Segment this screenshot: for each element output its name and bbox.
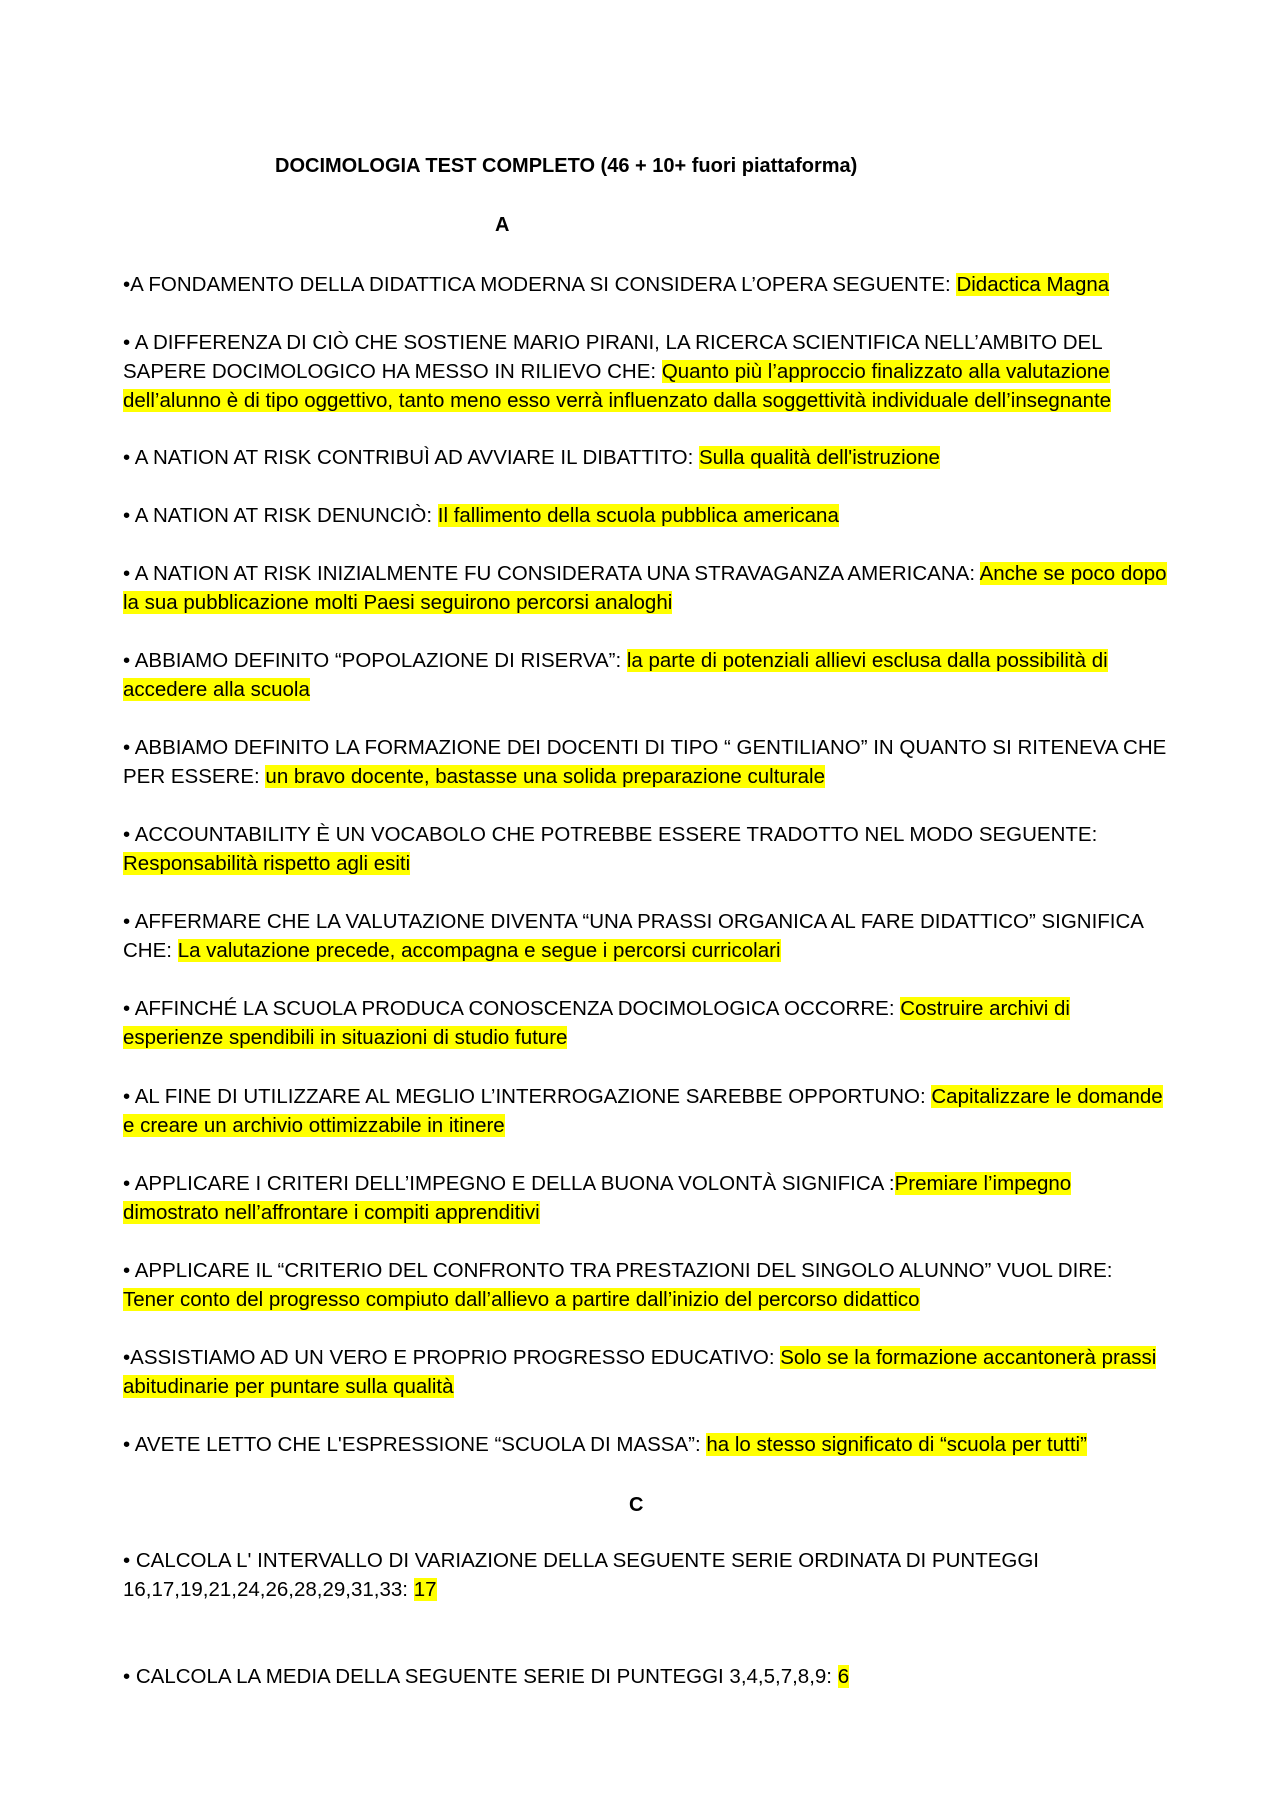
answer-highlight: Didactica Magna [956, 273, 1110, 296]
section-heading-c: C [629, 1494, 644, 1516]
question-entry [123, 1430, 1168, 1459]
section-heading-a: A [495, 214, 510, 236]
question-entry [123, 1082, 1168, 1140]
answer-highlight: Capitalizzare le domande e creare un archivio ottimizzabile in itinere [123, 1085, 1163, 1137]
question-text: • ACCOUNTABILITY È UN VOCABOLO CHE POTREBBE ESSERE TRADOTTO NEL MODO SEGUENTE: [123, 823, 1098, 846]
answer-highlight: 17 [413, 1578, 437, 1601]
question-text: •ASSISTIAMO AD UN VERO E PROPRIO PROGRESSO EDUCATIVO: [123, 1346, 781, 1369]
question-entry [123, 501, 1168, 530]
question-entry [123, 443, 1168, 472]
answer-highlight: 6 [837, 1665, 850, 1688]
question-text: • APPLICARE IL “CRITERIO DEL CONFRONTO TRA PRESTAZIONI DEL SINGOLO ALUNNO” VUOL DIRE: [123, 1259, 1113, 1282]
answer-highlight: Responsabilità rispetto agli esiti [123, 852, 411, 875]
question-entry [123, 1662, 1168, 1691]
question-entry [123, 646, 1168, 704]
question-text: • AVETE LETTO CHE L'ESPRESSIONE “SCUOLA DI MASSA”: [123, 1433, 707, 1456]
question-entry [123, 270, 1168, 299]
question-text: • ABBIAMO DEFINITO “POPOLAZIONE DI RISERVA”: [123, 649, 627, 672]
question-text: • AL FINE DI UTILIZZARE AL MEGLIO L’INTERROGAZIONE SAREBBE OPPORTUNO: [123, 1085, 932, 1108]
question-text: • CALCOLA L' INTERVALLO DI VARIAZIONE DELLA SEGUENTE SERIE ORDINATA DI PUNTEGGI 16,17,19,21,24,26,28,29,31,33: [123, 1549, 1039, 1601]
answer-highlight: Costruire archivi di esperienze spendibili in situazioni di studio future [123, 997, 1070, 1049]
question-entry [123, 994, 1168, 1052]
question-text: • AFFINCHÉ LA SCUOLA PRODUCA CONOSCENZA DOCIMOLOGICA OCCORRE: [123, 997, 901, 1020]
question-entry [123, 1343, 1168, 1401]
question-entry [123, 328, 1168, 415]
answer-highlight: la parte di potenziali allievi esclusa dalla possibilità di accedere alla scuola [123, 649, 1108, 701]
question-entry [123, 559, 1168, 617]
answer-highlight: La valutazione precede, accompagna e segue i percorsi curricolari [177, 939, 781, 962]
question-entry [123, 1169, 1168, 1227]
answer-highlight: Anche se poco dopo la sua pubblicazione molti Paesi seguirono percorsi analoghi [123, 562, 1167, 614]
question-entry [123, 907, 1168, 965]
answer-highlight: ha lo stesso significato di “scuola per tutti” [706, 1433, 1087, 1456]
question-text: • A DIFFERENZA DI CIÒ CHE SOSTIENE MARIO PIRANI, LA RICERCA SCIENTIFICA NELL’AMBITO DEL SAPERE DOCIMOLOGICO HA MESSO IN RILIEVO CHE: [123, 331, 1102, 383]
question-entry [123, 1256, 1168, 1314]
answer-highlight: Solo se la formazione accantonerà prassi abitudinarie per puntare sulla qualità [123, 1346, 1157, 1398]
answer-highlight: Quanto più l’approccio finalizzato alla valutazione dell’alunno è di tipo oggettivo, tanto meno esso verrà influenzato dalla soggettività individuale dell’insegnante [123, 360, 1112, 412]
question-text: • A NATION AT RISK INIZIALMENTE FU CONSIDERATA UNA STRAVAGANZA AMERICANA: [123, 562, 980, 585]
answer-highlight: Premiare l’impegno dimostrato nell’affrontare i compiti apprenditivi [123, 1172, 1072, 1224]
question-text: • AFFERMARE CHE LA VALUTAZIONE DIVENTA “UNA PRASSI ORGANICA AL FARE DIDATTICO” SIGNIFICA CHE: [123, 910, 1143, 962]
document-title: DOCIMOLOGIA TEST COMPLETO (46 + 10+ fuori piattaforma) [275, 155, 858, 177]
question-text: • A NATION AT RISK DENUNCIÒ: [123, 504, 438, 527]
question-text: • A NATION AT RISK CONTRIBUÌ AD AVVIARE IL DIBATTITO: [123, 446, 699, 469]
question-entry [123, 820, 1168, 878]
question-entry [123, 1546, 1168, 1604]
question-text: • APPLICARE I CRITERI DELL’IMPEGNO E DELLA BUONA VOLONTÀ SIGNIFICA : [123, 1172, 895, 1195]
answer-highlight: Sulla qualità dell'istruzione [699, 446, 940, 469]
question-text: • CALCOLA LA MEDIA DELLA SEGUENTE SERIE DI PUNTEGGI 3,4,5,7,8,9: [123, 1665, 838, 1688]
question-text: •A FONDAMENTO DELLA DIDATTICA MODERNA SI CONSIDERA L’OPERA SEGUENTE: [123, 273, 957, 296]
question-text: • ABBIAMO DEFINITO LA FORMAZIONE DEI DOCENTI DI TIPO “ GENTILIANO” IN QUANTO SI RITENEVA CHE PER ESSERE: [123, 736, 1167, 788]
answer-highlight: Il fallimento della scuola pubblica americana [437, 504, 839, 527]
answer-highlight: Tener conto del progresso compiuto dall’allievo a partire dall’inizio del percorso didattico [123, 1288, 920, 1311]
answer-highlight: un bravo docente, bastasse una solida preparazione culturale [265, 765, 825, 788]
question-entry [123, 733, 1168, 791]
